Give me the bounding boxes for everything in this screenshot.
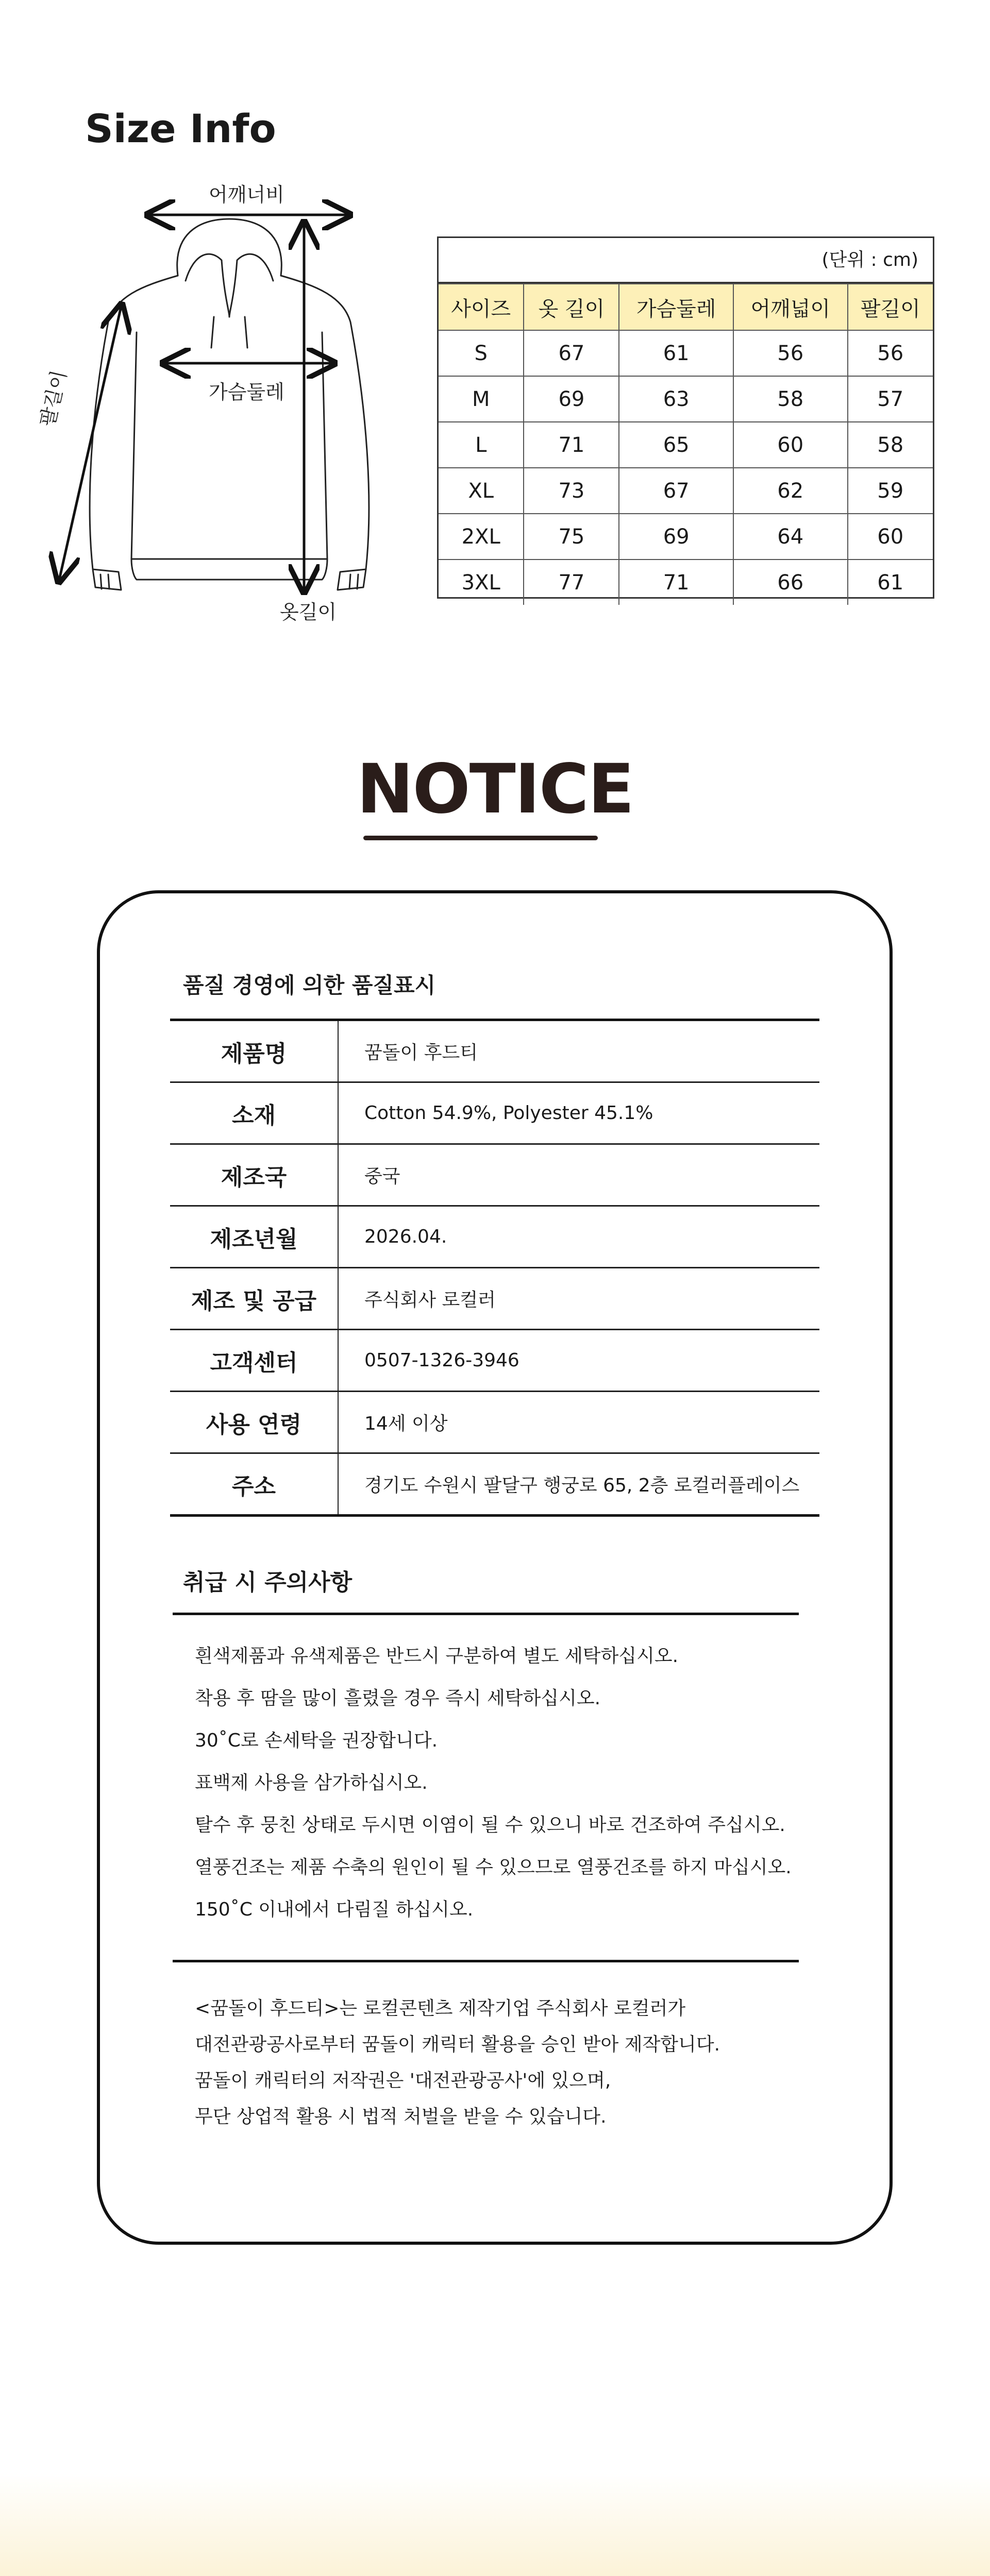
quality-key: 제조국 bbox=[170, 1144, 338, 1206]
size-cell: S bbox=[439, 330, 524, 376]
size-header: 사이즈 bbox=[439, 284, 524, 330]
size-cell: 2XL bbox=[439, 514, 524, 560]
size-cell: 58 bbox=[733, 376, 848, 422]
size-cell: 71 bbox=[524, 422, 619, 468]
size-cell: 60 bbox=[733, 422, 848, 468]
size-cell: 56 bbox=[733, 330, 848, 376]
size-cell: 58 bbox=[848, 422, 933, 468]
size-row bbox=[439, 514, 933, 560]
size-cell: 69 bbox=[524, 376, 619, 422]
label-chest: 가슴둘레 bbox=[209, 376, 284, 404]
size-cell: 65 bbox=[619, 422, 733, 468]
care-list bbox=[195, 1646, 792, 1942]
quality-key: 고객센터 bbox=[170, 1330, 338, 1392]
size-cell: 57 bbox=[848, 376, 933, 422]
care-bottom-divider bbox=[173, 1960, 799, 1962]
quality-row bbox=[170, 1330, 819, 1392]
care-top-divider bbox=[173, 1613, 799, 1615]
quality-row bbox=[170, 1020, 819, 1082]
size-cell: 56 bbox=[848, 330, 933, 376]
size-cell: M bbox=[439, 376, 524, 422]
care-item: 150˚C 이내에서 다림질 하십시오. bbox=[195, 1899, 474, 1920]
quality-value: 0507-1326-3946 bbox=[338, 1330, 819, 1392]
copyright-notice bbox=[195, 1994, 720, 2138]
size-table bbox=[437, 236, 934, 599]
quality-key: 소재 bbox=[170, 1082, 338, 1144]
size-cell: 60 bbox=[848, 514, 933, 560]
quality-row bbox=[170, 1453, 819, 1516]
copyright-line: 대전관광공사로부터 꿈돌이 캐릭터 활용을 승인 받아 제작합니다. bbox=[195, 2034, 720, 2055]
size-cell: 73 bbox=[524, 468, 619, 514]
size-cell: 67 bbox=[524, 330, 619, 376]
quality-value: Cotton 54.9%, Polyester 45.1% bbox=[338, 1082, 819, 1144]
label-sleeve: 팔길이 bbox=[36, 368, 71, 429]
quality-row bbox=[170, 1144, 819, 1206]
size-row bbox=[439, 330, 933, 376]
unit-label: (단위 : cm) bbox=[439, 238, 933, 283]
size-info-title: Size Info bbox=[85, 106, 276, 151]
size-cell: 77 bbox=[524, 560, 619, 605]
quality-table bbox=[170, 1019, 819, 1517]
size-row bbox=[439, 560, 933, 605]
size-cell: 64 bbox=[733, 514, 848, 560]
size-cell: 62 bbox=[733, 468, 848, 514]
quality-value: 2026.04. bbox=[338, 1206, 819, 1268]
size-row bbox=[439, 468, 933, 514]
care-item: 탈수 후 뭉친 상태로 두시면 이염이 될 수 있으니 바로 건조하여 주십시오. bbox=[195, 1815, 785, 1836]
notice-underline bbox=[363, 836, 598, 840]
quality-key: 제조년월 bbox=[170, 1206, 338, 1268]
care-item: 열풍건조는 제품 수축의 원인이 될 수 있으므로 열풍건조를 하지 마십시오. bbox=[195, 1857, 792, 1878]
quality-key: 제조 및 공급 bbox=[170, 1268, 338, 1330]
size-cell: 61 bbox=[848, 560, 933, 605]
size-row bbox=[439, 422, 933, 468]
size-header: 팔길이 bbox=[848, 284, 933, 330]
size-cell: 59 bbox=[848, 468, 933, 514]
hoodie-illustration bbox=[44, 178, 405, 631]
quality-value: 주식회사 로컬러 bbox=[338, 1268, 819, 1330]
size-cell: 66 bbox=[733, 560, 848, 605]
size-row bbox=[439, 376, 933, 422]
quality-key: 제품명 bbox=[170, 1020, 338, 1082]
label-shoulder: 어깨너비 bbox=[209, 183, 284, 206]
quality-value: 꿈돌이 후드티 bbox=[338, 1020, 819, 1082]
copyright-line: <꿈돌이 후드티>는 로컬콘텐츠 제작기업 주식회사 로컬러가 bbox=[195, 1998, 686, 2019]
size-header: 옷 길이 bbox=[524, 284, 619, 330]
quality-key: 사용 연령 bbox=[170, 1392, 338, 1453]
size-cell: XL bbox=[439, 468, 524, 514]
size-cell: L bbox=[439, 422, 524, 468]
care-title: 취급 시 주의사항 bbox=[183, 1569, 353, 1596]
size-cell: 71 bbox=[619, 560, 733, 605]
size-cell: 61 bbox=[619, 330, 733, 376]
quality-row bbox=[170, 1082, 819, 1144]
size-cell: 3XL bbox=[439, 560, 524, 605]
label-length: 옷길이 bbox=[280, 601, 337, 623]
care-item: 30˚C로 손세탁을 권장합니다. bbox=[195, 1730, 438, 1751]
size-cell: 67 bbox=[619, 468, 733, 514]
copyright-line: 꿈돌이 캐릭터의 저작권은 '대전관광공사'에 있으며, bbox=[195, 2070, 611, 2091]
quality-row bbox=[170, 1392, 819, 1453]
quality-value: 경기도 수원시 팔달구 행궁로 65, 2층 로컬러플레이스 bbox=[338, 1453, 819, 1516]
size-cell: 75 bbox=[524, 514, 619, 560]
size-header: 가슴둘레 bbox=[619, 284, 733, 330]
notice-title: NOTICE bbox=[357, 750, 633, 829]
size-cell: 63 bbox=[619, 376, 733, 422]
quality-value: 14세 이상 bbox=[338, 1392, 819, 1453]
care-item: 흰색제품과 유색제품은 반드시 구분하여 별도 세탁하십시오. bbox=[195, 1646, 679, 1667]
quality-value: 중국 bbox=[338, 1144, 819, 1206]
copyright-line: 무단 상업적 활용 시 법적 처벌을 받을 수 있습니다. bbox=[195, 2106, 607, 2127]
quality-row bbox=[170, 1206, 819, 1268]
quality-title: 품질 경영에 의한 품질표시 bbox=[183, 973, 436, 998]
care-item: 표백제 사용을 삼가하십시오. bbox=[195, 1772, 428, 1793]
size-header: 어깨넓이 bbox=[733, 284, 848, 330]
hoodie-size-diagram bbox=[36, 178, 405, 631]
quality-key: 주소 bbox=[170, 1453, 338, 1516]
quality-row bbox=[170, 1268, 819, 1330]
size-cell: 69 bbox=[619, 514, 733, 560]
care-item: 착용 후 땀을 많이 흘렸을 경우 즉시 세탁하십시오. bbox=[195, 1688, 601, 1709]
